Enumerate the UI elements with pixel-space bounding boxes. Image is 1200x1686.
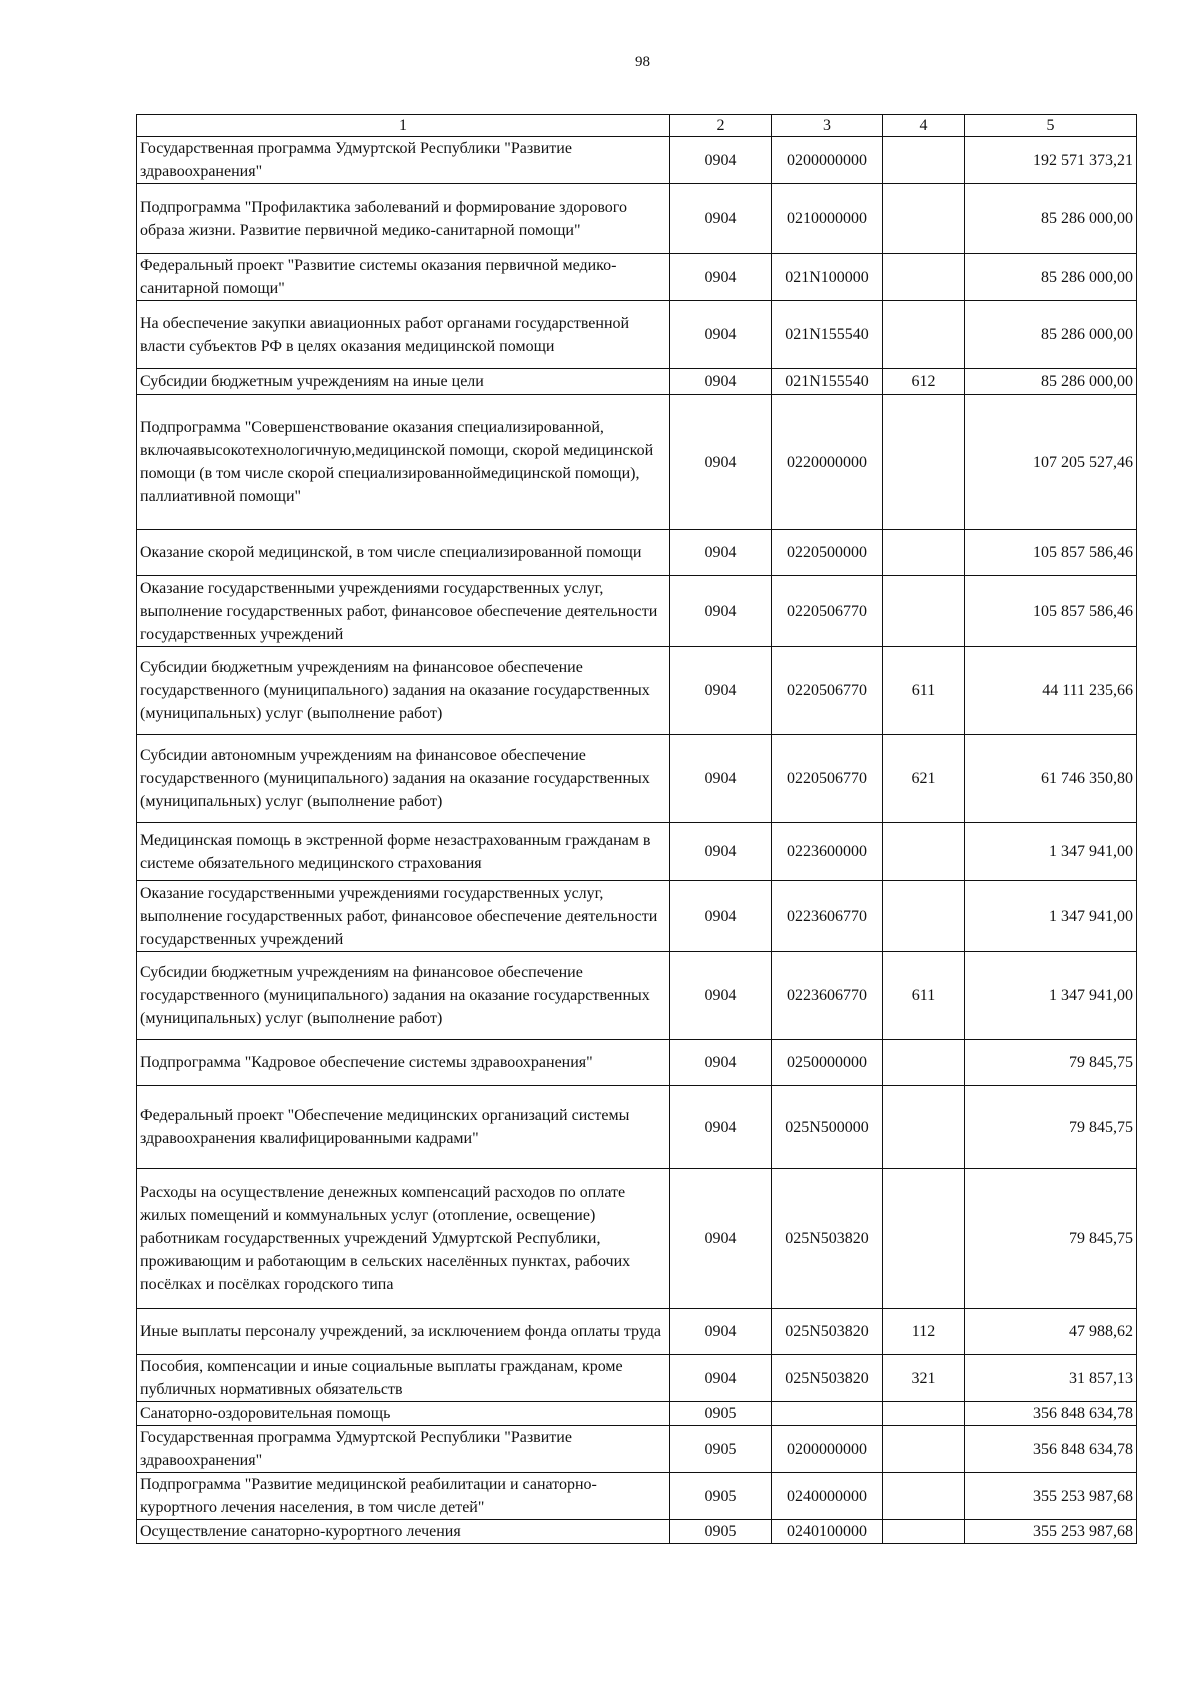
row-type-cell: 321 [883,1355,965,1402]
row-section-cell: 0904 [670,395,772,530]
row-type-cell [883,530,965,576]
table-row [137,952,1137,1040]
header-cell: 1 [137,115,670,137]
table-row [137,137,1137,184]
row-type-cell [883,1402,965,1426]
row-section-cell: 0904 [670,1040,772,1086]
row-name-cell: Медицинская помощь в экстренной форме незастрахованным гражданам в системе обязательного медицинского страхования [137,823,670,881]
row-type-cell [883,576,965,647]
row-amount-cell: 85 286 000,00 [965,254,1137,301]
row-amount-cell: 1 347 941,00 [965,881,1137,952]
row-type-cell [883,881,965,952]
table-row [137,254,1137,301]
header-cell: 5 [965,115,1137,137]
row-section-cell: 0904 [670,735,772,823]
row-type-cell [883,301,965,369]
row-type-cell: 611 [883,952,965,1040]
row-amount-cell: 85 286 000,00 [965,301,1137,369]
row-name-cell: Субсидии автономным учреждениям на финансовое обеспечение государственного (муниципального) задания на оказание государственных (муниципальных) услуг (выполнение работ) [137,735,670,823]
page-number: 98 [635,54,650,70]
row-target-cell: 025N503820 [772,1355,883,1402]
row-target-cell: 0200000000 [772,137,883,184]
row-section-cell: 0904 [670,184,772,254]
row-target-cell: 0220500000 [772,530,883,576]
table-row [137,530,1137,576]
row-type-cell: 612 [883,369,965,395]
row-section-cell: 0905 [670,1402,772,1426]
row-amount-cell: 105 857 586,46 [965,530,1137,576]
table-row [137,1426,1137,1473]
row-target-cell: 0200000000 [772,1426,883,1473]
row-target-cell: 025N503820 [772,1169,883,1309]
row-type-cell [883,395,965,530]
row-name-cell: Федеральный проект "Обеспечение медицинских организаций системы здравоохранения квалифицированными кадрами" [137,1086,670,1169]
budget-table [136,114,1137,1544]
row-name-cell: Оказание государственными учреждениями государственных услуг, выполнение государственных работ, финансовое обеспечение деятельности государственных учреждений [137,576,670,647]
row-type-cell: 621 [883,735,965,823]
row-type-cell [883,1040,965,1086]
table-row [137,735,1137,823]
row-type-cell [883,254,965,301]
row-name-cell: Пособия, компенсации и иные социальные выплаты гражданам, кроме публичных нормативных обязательств [137,1355,670,1402]
header-cell: 3 [772,115,883,137]
row-amount-cell: 105 857 586,46 [965,576,1137,647]
row-amount-cell: 356 848 634,78 [965,1402,1137,1426]
row-amount-cell: 107 205 527,46 [965,395,1137,530]
row-section-cell: 0904 [670,881,772,952]
row-target-cell: 021N155540 [772,369,883,395]
row-type-cell [883,1520,965,1544]
table-row [137,823,1137,881]
row-amount-cell: 31 857,13 [965,1355,1137,1402]
row-amount-cell: 79 845,75 [965,1169,1137,1309]
table-row [137,576,1137,647]
row-section-cell: 0904 [670,137,772,184]
table-row [137,301,1137,369]
row-section-cell: 0904 [670,530,772,576]
table-row [137,369,1137,395]
row-name-cell: Подпрограмма "Профилактика заболеваний и формирование здорового образа жизни. Развитие первичной медико-санитарной помощи" [137,184,670,254]
table-row [137,1086,1137,1169]
row-amount-cell: 1 347 941,00 [965,823,1137,881]
row-target-cell: 0220506770 [772,576,883,647]
row-amount-cell: 192 571 373,21 [965,137,1137,184]
row-target-cell [772,1402,883,1426]
row-section-cell: 0904 [670,369,772,395]
row-section-cell: 0904 [670,1309,772,1355]
table-header-row [137,115,1137,137]
row-amount-cell: 85 286 000,00 [965,369,1137,395]
row-type-cell: 112 [883,1309,965,1355]
row-section-cell: 0904 [670,254,772,301]
row-amount-cell: 355 253 987,68 [965,1520,1137,1544]
row-type-cell [883,1426,965,1473]
row-name-cell: Подпрограмма "Совершенствование оказания специализированной, включаявысокотехнологичную,медицинской помощи, скорой медицинской помощи (в том числе скорой специализированноймедицинской помощи), паллиативной помощи" [137,395,670,530]
table-row [137,184,1137,254]
row-section-cell: 0904 [670,1086,772,1169]
table-row [137,647,1137,735]
row-target-cell: 0223606770 [772,952,883,1040]
row-type-cell [883,1473,965,1520]
row-target-cell: 0220000000 [772,395,883,530]
row-amount-cell: 1 347 941,00 [965,952,1137,1040]
row-name-cell: На обеспечение закупки авиационных работ органами государственной власти субъектов РФ в целях оказания медицинской помощи [137,301,670,369]
table-row [137,395,1137,530]
table-row [137,1309,1137,1355]
row-amount-cell: 47 988,62 [965,1309,1137,1355]
row-section-cell: 0904 [670,823,772,881]
row-amount-cell: 79 845,75 [965,1086,1137,1169]
row-section-cell: 0904 [670,1169,772,1309]
row-target-cell: 0210000000 [772,184,883,254]
row-name-cell: Государственная программа Удмуртской Республики "Развитие здравоохранения" [137,137,670,184]
row-section-cell: 0905 [670,1520,772,1544]
row-name-cell: Субсидии бюджетным учреждениям на иные цели [137,369,670,395]
row-name-cell: Подпрограмма "Развитие медицинской реабилитации и санаторно-курортного лечения населения, в том числе детей" [137,1473,670,1520]
table-row [137,1402,1137,1426]
row-amount-cell: 44 111 235,66 [965,647,1137,735]
row-type-cell [883,184,965,254]
row-amount-cell: 356 848 634,78 [965,1426,1137,1473]
table-row [137,1355,1137,1402]
row-section-cell: 0905 [670,1473,772,1520]
row-type-cell [883,137,965,184]
header-cell: 2 [670,115,772,137]
row-type-cell: 611 [883,647,965,735]
header-cell: 4 [883,115,965,137]
row-type-cell [883,1169,965,1309]
row-target-cell: 0223600000 [772,823,883,881]
row-name-cell: Оказание государственными учреждениями государственных услуг, выполнение государственных работ, финансовое обеспечение деятельности государственных учреждений [137,881,670,952]
row-name-cell: Санаторно-оздоровительная помощь [137,1402,670,1426]
row-target-cell: 0220506770 [772,735,883,823]
row-target-cell: 025N500000 [772,1086,883,1169]
row-amount-cell: 85 286 000,00 [965,184,1137,254]
row-target-cell: 021N155540 [772,301,883,369]
row-target-cell: 0250000000 [772,1040,883,1086]
row-section-cell: 0904 [670,576,772,647]
table-row [137,881,1137,952]
row-section-cell: 0904 [670,301,772,369]
row-name-cell: Государственная программа Удмуртской Республики "Развитие здравоохранения" [137,1426,670,1473]
row-target-cell: 0240100000 [772,1520,883,1544]
row-amount-cell: 79 845,75 [965,1040,1137,1086]
row-name-cell: Осуществление санаторно-курортного лечения [137,1520,670,1544]
row-type-cell [883,823,965,881]
row-target-cell: 0240000000 [772,1473,883,1520]
row-name-cell: Оказание скорой медицинской, в том числе специализированной помощи [137,530,670,576]
row-name-cell: Иные выплаты персоналу учреждений, за исключением фонда оплаты труда [137,1309,670,1355]
row-section-cell: 0905 [670,1426,772,1473]
row-type-cell [883,1086,965,1169]
row-target-cell: 0223606770 [772,881,883,952]
table-row [137,1040,1137,1086]
row-name-cell: Расходы на осуществление денежных компенсаций расходов по оплате жилых помещений и коммунальных услуг (отопление, освещение) работникам государственных учреждений Удмуртской Республики, проживающим и работающим в сельских населённых пунктах, рабочих посёлках и посёлках городского типа [137,1169,670,1309]
row-target-cell: 025N503820 [772,1309,883,1355]
table-row [137,1520,1137,1544]
row-name-cell: Федеральный проект "Развитие системы оказания первичной медико-санитарной помощи" [137,254,670,301]
row-section-cell: 0904 [670,952,772,1040]
row-target-cell: 0220506770 [772,647,883,735]
row-name-cell: Подпрограмма "Кадровое обеспечение системы здравоохранения" [137,1040,670,1086]
row-target-cell: 021N100000 [772,254,883,301]
row-section-cell: 0904 [670,647,772,735]
row-section-cell: 0904 [670,1355,772,1402]
row-name-cell: Субсидии бюджетным учреждениям на финансовое обеспечение государственного (муниципального) задания на оказание государственных (муниципальных) услуг (выполнение работ) [137,952,670,1040]
table-row [137,1473,1137,1520]
row-amount-cell: 61 746 350,80 [965,735,1137,823]
row-amount-cell: 355 253 987,68 [965,1473,1137,1520]
row-name-cell: Субсидии бюджетным учреждениям на финансовое обеспечение государственного (муниципального) задания на оказание государственных (муниципальных) услуг (выполнение работ) [137,647,670,735]
table-row [137,1169,1137,1309]
